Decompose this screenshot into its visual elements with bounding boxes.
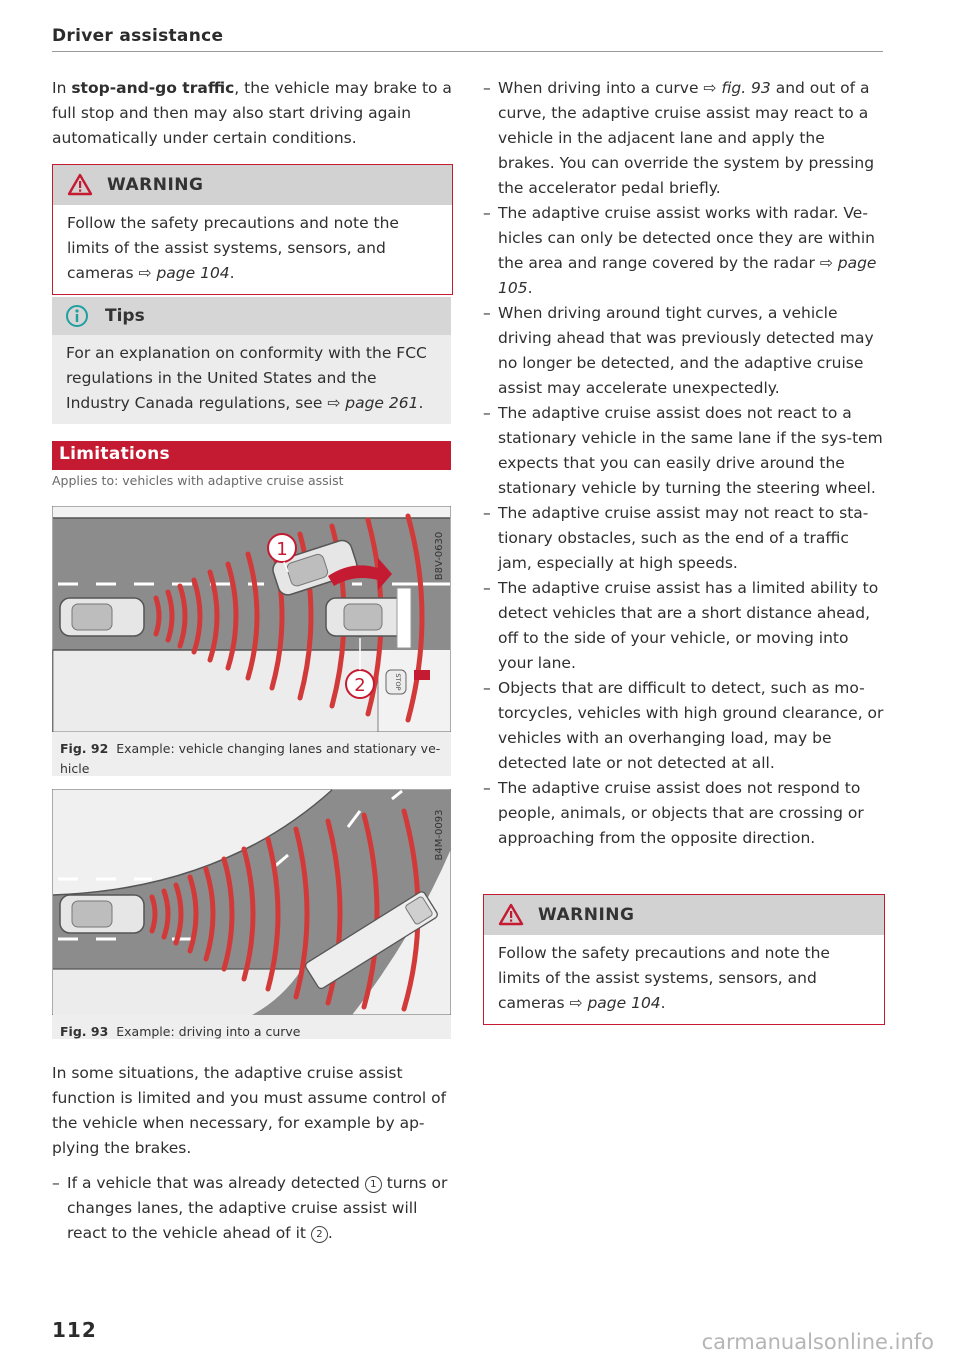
page-number: 112: [52, 1318, 97, 1342]
bullet-text: turns or changes lanes, the adaptive cruise assist will react to the vehicle ahead of it: [67, 1174, 448, 1242]
list-item: [483, 576, 885, 676]
warning-triangle-icon: [498, 903, 524, 926]
warning-text-body: Follow the safety precautions and note the limits of the assist systems, sensors, and cameras: [498, 944, 830, 1012]
figure-code: B4M-0093: [434, 809, 445, 861]
bullet-text: The adaptive cruise assist works with radar. Ve-hicles can only be detected once they are within the area and range covered by the radar: [498, 204, 876, 272]
bullet-text: When driving into a curve: [498, 79, 704, 97]
page-link[interactable]: ⇨ page 104: [138, 264, 230, 282]
warning-text-body: Follow the safety precautions and note the limits of the assist systems, sensors, and cameras: [67, 214, 399, 282]
warning-label: WARNING: [107, 175, 204, 195]
list-item: [483, 676, 885, 776]
bullet-text: .: [327, 1224, 333, 1242]
warning-text: [484, 935, 884, 1024]
bullet-text: The adaptive cruise assist does not react to a stationary vehicle in the same lane if the sys-tem expects that you can easily drive around the stationary vehicle by turning the steering wheel.: [498, 404, 883, 497]
intro-pre: In: [52, 79, 72, 97]
tips-text: [52, 335, 451, 424]
limitations-list: [483, 76, 885, 851]
bullet-text: When driving around tight curves, a vehicle driving ahead that was previously detected may no longer be detected, and the adaptive cruise assist may accelerate unexpectedly.: [498, 304, 874, 397]
intro-bold: stop-and-go traffic: [71, 79, 235, 97]
bullet-text: .: [527, 279, 533, 297]
figure-label: Fig. 92: [60, 741, 109, 756]
figure-caption-text: Example: vehicle changing lanes and stationary ve-hicle: [60, 741, 441, 776]
bullet-dash: –: [483, 404, 491, 422]
warning-box: [483, 894, 885, 1025]
warning-text-end: .: [660, 994, 666, 1012]
list-item: [483, 501, 885, 576]
bullet-dash: –: [483, 204, 491, 222]
limitations-paragraph: In some situations, the adaptive cruise assist function is limited and you must assume control of the vehicle when necessary, for example by ap-plying the brakes.: [52, 1064, 447, 1157]
intro-post: , the vehicle may brake to a full stop and then may also start driving again automatically under certain conditions.: [52, 79, 452, 147]
info-icon: [65, 304, 89, 328]
bullet-dash: –: [483, 579, 491, 597]
figure-92-caption: [52, 732, 451, 783]
bullet-text: The adaptive cruise assist may not react to sta-tionary obstacles, such as the end of a traffic jam, especially at high speeds.: [498, 504, 869, 572]
bullet-text: Objects that are difficult to detect, such as mo-torcycles, vehicles with high ground clearance, or vehicles with an overhanging load, may be detected late or not detected at all.: [498, 679, 884, 772]
figure-93: [52, 789, 451, 1039]
page-link[interactable]: ⇨ page 261: [327, 394, 419, 412]
bullet-text: The adaptive cruise assist does not respond to people, animals, or objects that are crossing or approaching from the opposite direction.: [498, 779, 864, 847]
warning-header: [484, 895, 884, 935]
marker-1: 1: [276, 539, 288, 560]
list-item: [483, 301, 885, 401]
intro-paragraph: [52, 76, 452, 151]
bullet-dash: –: [483, 504, 491, 522]
limitations-heading: Limitations: [59, 444, 170, 464]
figure-caption-text: Example: driving into a curve: [116, 1024, 301, 1039]
tips-text-end: .: [418, 394, 424, 412]
header-divider: [52, 51, 883, 52]
list-item: [52, 1171, 452, 1246]
stop-label: STOP: [394, 673, 402, 691]
bullet-dash: –: [52, 1174, 60, 1192]
list-item: [483, 776, 885, 851]
bullet-dash: –: [483, 79, 491, 97]
list-item: [483, 201, 885, 301]
bullet-text: and out of a curve, the adaptive cruise assist may react to a vehicle in the adjacent lane and apply the brakes. You can override the system by pressing the accelerator pedal briefly.: [498, 79, 875, 197]
figure-code: B8V-0630: [434, 531, 445, 581]
warning-text-end: .: [229, 264, 235, 282]
limitations-heading-bar: [52, 441, 451, 470]
bullet-text: The adaptive cruise assist has a limited ability to detect vehicles that are a short distance ahead, off to the side of your vehicle, or moving into your lane.: [498, 579, 879, 672]
figure-link[interactable]: ⇨ fig. 93: [703, 79, 771, 97]
list-item: [483, 76, 885, 201]
figure-92: [52, 506, 451, 776]
warning-label: WARNING: [538, 905, 635, 925]
warning-header: [53, 165, 452, 205]
marker-1: 1: [365, 1176, 382, 1193]
figure-93-illustration: [52, 789, 451, 1015]
section-title: Driver assistance: [52, 26, 224, 46]
warning-box: [52, 164, 453, 295]
tips-header: [52, 297, 451, 335]
figure-92-illustration: [52, 506, 451, 732]
marker-2: 2: [311, 1226, 328, 1243]
page-link[interactable]: ⇨ page 105: [498, 254, 877, 297]
list-item: [483, 401, 885, 501]
bullet-dash: –: [483, 304, 491, 322]
bullet-text: If a vehicle that was already detected: [67, 1174, 365, 1192]
tips-box: [52, 297, 451, 424]
figure-label: Fig. 93: [60, 1024, 109, 1039]
tips-label: Tips: [105, 306, 145, 326]
bullet-dash: –: [483, 679, 491, 697]
page-link[interactable]: ⇨ page 104: [569, 994, 661, 1012]
bullet-dash: –: [483, 779, 491, 797]
watermark: carmanualsonline.info: [701, 1330, 934, 1354]
figure-93-caption: [52, 1015, 451, 1046]
marker-2: 2: [354, 675, 366, 696]
applies-to-note: Applies to: vehicles with adaptive cruise assist: [52, 473, 344, 488]
warning-text: [53, 205, 452, 294]
warning-triangle-icon: [67, 173, 93, 196]
tips-text-body: For an explanation on conformity with the FCC regulations in the United States and the Industry Canada regulations, see: [66, 344, 427, 412]
